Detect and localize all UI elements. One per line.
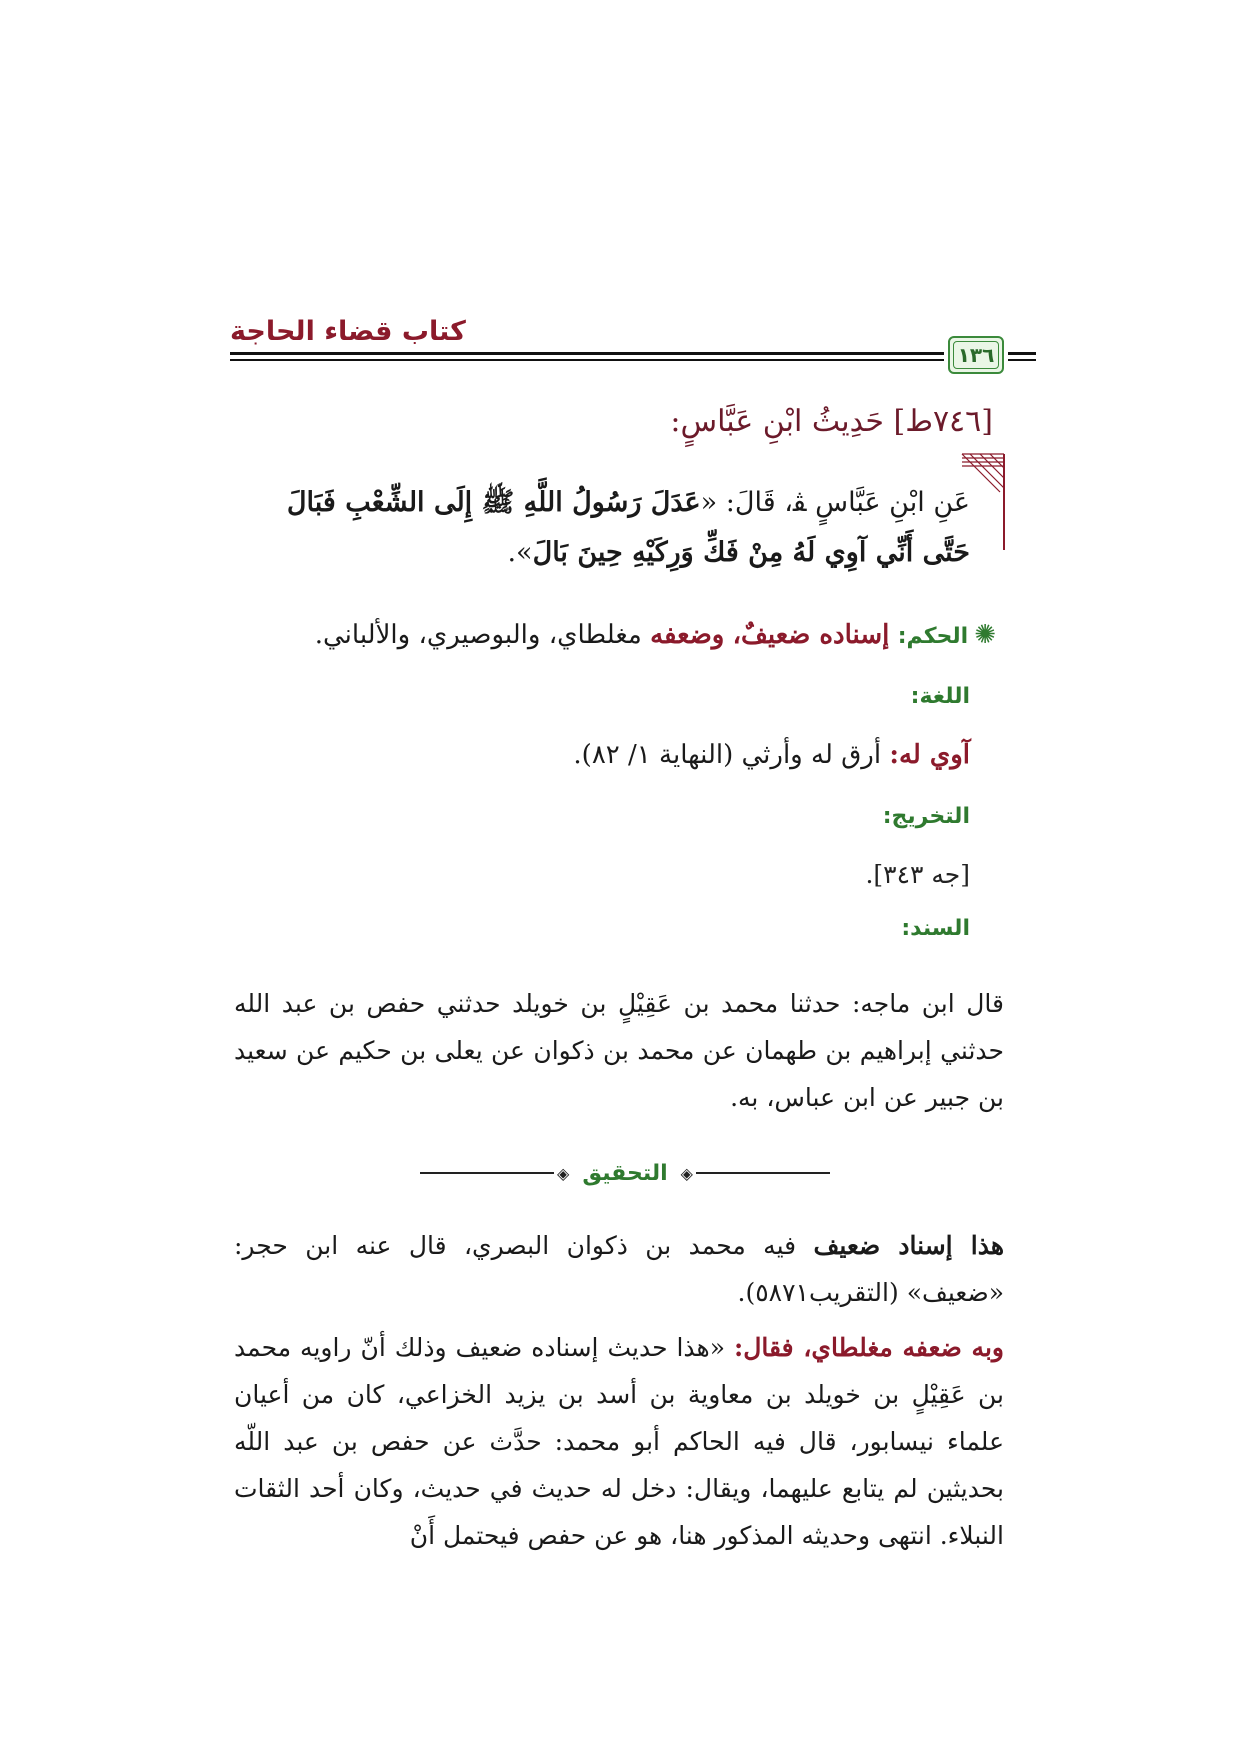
tahqiq-p1-bold: هذا إسناد ضعيف — [813, 1231, 1004, 1260]
hadith-heading — [670, 404, 993, 439]
hukm-verdict: إسناده ضعيفٌ، — [732, 620, 890, 650]
divider-ornament-icon: ◈ — [557, 1163, 570, 1183]
header-rule-bottom — [230, 359, 944, 361]
hukm-line — [236, 615, 996, 657]
hukm-label: الحكم: — [897, 624, 969, 649]
hadith-matn — [250, 478, 970, 578]
tahqiq-paragraph-2 — [234, 1324, 1004, 1559]
divider-ornament-icon: ◈ — [680, 1163, 693, 1183]
lugha-entry — [573, 740, 970, 770]
divider-line-left — [420, 1172, 554, 1174]
header-rule-right-top — [1008, 352, 1036, 355]
tahqiq-p2-text: «هذا حديث إسناده ضعيف وذلك أنّ راويه محمد بن عَقِيْلٍ بن خويلد بن معاوية بن أسد بن يزيد الخزاعي، كان من أعيان علماء نيسابور، قال فيه الحاكم أبو محمد: حدَّث عن حفص بن عبد اللّه بحديثين لم يتابع عليهما، ويقال: دخل له حديث في حديث، وكان أحد الثقات النبلاء. انتهى وحديثه المذكور هنا، هو عن حفص فيحتمل أَنْ — [234, 1333, 1004, 1550]
page-number-badge — [948, 336, 1004, 374]
hadith-title: حَدِيثُ ابْنِ عَبَّاسٍ: — [670, 404, 884, 439]
narrator-intro: عَنِ ابْنِ عَبَّاسٍ ﭭ، قَالَ: « — [700, 487, 970, 518]
lugha-meaning: أرق له وأرثي (النهاية ١/ ٨٢). — [573, 740, 882, 770]
page-number: ١٣٦ — [957, 343, 995, 367]
tahqiq-p2-bold: وبه ضعفه مغلطاي، فقال: — [734, 1333, 1004, 1362]
hadith-text: عَدَلَ رَسُولُ اللَّهِ ﷺ إِلَى الشِّعْبِ فَبَالَ حَتَّى أَنِّي آوِي لَهُ مِنْ فَكِّ وَرِكَيْهِ حِينَ بَالَ — [286, 487, 970, 568]
header-rule-right-bottom — [1008, 359, 1036, 361]
tahqiq-divider — [420, 1156, 830, 1190]
hukm-scholars: مغلطاي، والبوصيري، والألباني. — [314, 620, 642, 650]
book-title: كتاب قضاء الحاجة — [230, 316, 466, 347]
tahqiq-title: التحقيق — [582, 1160, 668, 1186]
takhrij-reference: [جه ٣٤٣]. — [865, 860, 970, 889]
sanad-label: السند: — [901, 916, 970, 941]
lugha-label: اللغة: — [910, 684, 970, 709]
hukm-weakened-by: وضعفه — [650, 620, 725, 650]
tahqiq-paragraph-1 — [234, 1222, 1004, 1316]
matn-close: ». — [507, 537, 533, 568]
takhrij-label: التخريج: — [882, 804, 970, 829]
header-rule-top — [230, 352, 944, 355]
flower-ornament-icon: ✺ — [974, 620, 996, 650]
lugha-word: آوي له: — [889, 740, 970, 770]
sanad-text: قال ابن ماجه: حدثنا محمد بن عَقِيْلٍ بن خويلد حدثني حفص بن عبد الله حدثني إبراهيم بن طهمان عن محمد بن ذكوان عن يعلى بن حكيم عن سعيد بن جبير عن ابن عباس، به. — [234, 989, 1004, 1112]
divider-line-right — [696, 1172, 830, 1174]
tahqiq-p1-text: فيه محمد بن ذكوان البصري، قال عنه ابن حجر: «ضعيف» (التقريب٥٨٧١). — [234, 1231, 1004, 1307]
hadith-number: [٧٤٦ط] — [893, 404, 993, 439]
